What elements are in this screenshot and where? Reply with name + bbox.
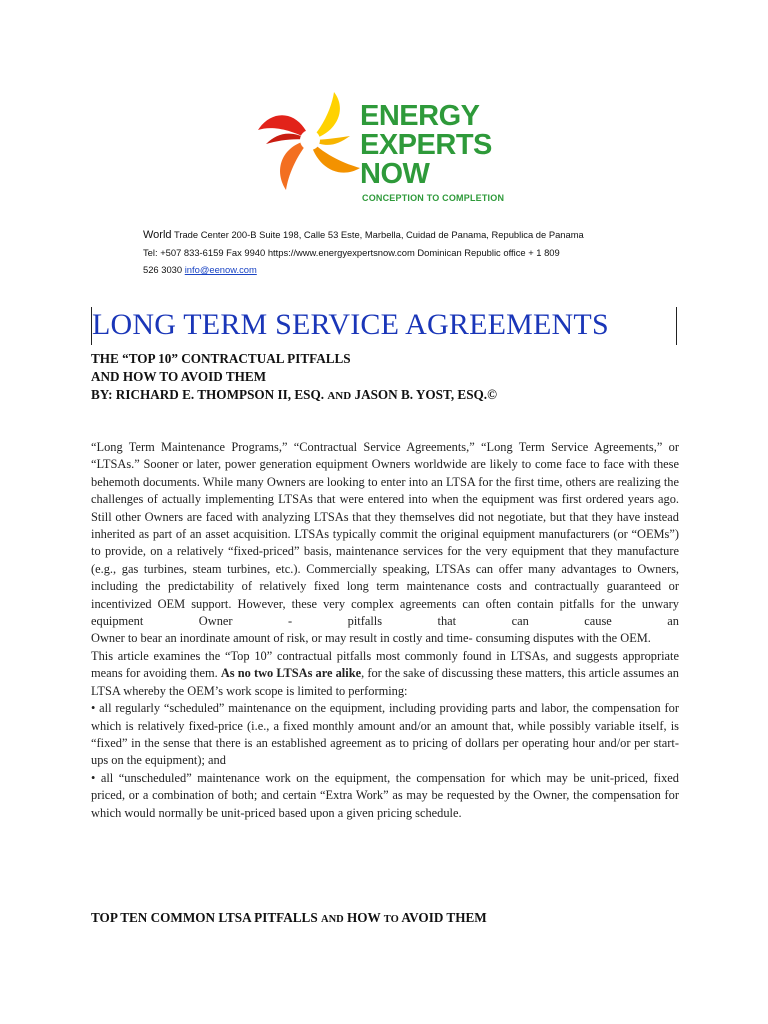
paragraph-1-end: Owner to bear an inordinate amount of risk, or may result in costly and time- consuming disputes with the OEM. [91,631,651,646]
bullet-2-text: all “unscheduled” maintenance work on the equipment, the compensation for which may be unit-priced, fixed priced, or a combination of both; and certain “Extra Work” as may be requested by the Owner, the compensation for which would normally be unit-priced based upon a given pricing schedule. [91,770,679,820]
byline [91,386,497,405]
bullet-1-text: all regularly “scheduled” maintenance on the equipment, including providing parts and labor, the compensation for which is relatively fixed-price (i.e., a fixed monthly amount and/or an amount that, while possibly variable itself, is “fixed” in the sense that there is an established agreement as to pricing of dollars per operating hour and/or per start-ups on the equipment); and [91,701,679,768]
brand-tagline: CONCEPTION TO COMPLETION [362,193,505,203]
byline-part-2: JASON B. YOST, ESQ.© [351,387,497,402]
contact-block [143,226,643,278]
brand-line-2: EXPERTS [360,129,492,161]
paragraph-2-end: , for the sake of discussing these matters, this article assumes an LTSA whereby the OEM’s work scope is limited to performing: [91,666,679,698]
contact-phone-cont: 526 3030 [143,264,185,275]
byline-and: AND [327,390,352,402]
document-title: LONG TERM SERVICE AGREEMENTS [92,308,609,341]
bullet-item-1 [91,700,679,770]
email-link[interactable]: info@eenow.com [184,264,257,275]
heading-part-3: AVOID THEM [398,910,487,925]
heading-part-2: HOW [343,910,384,925]
contact-line-3 [143,261,643,278]
contact-address [143,226,643,244]
subtitle-line-2: AND HOW TO AVOID THEM [91,369,267,384]
company-logo [252,90,372,200]
contact-phone: Tel: +507 833-6159 Fax 9940 https://www.energyexpertsnow.com Dominican Republic office + 1 809 [143,247,560,258]
byline-part-1: BY: RICHARD E. THOMPSON II, ESQ. [91,387,328,402]
paragraph-2 [91,648,679,700]
pinwheel-logo-icon [252,90,372,200]
contact-world: World [143,229,172,241]
subtitle-block [91,350,497,405]
paragraph-1: “Long Term Maintenance Programs,” “Contractual Service Agreements,” “Long Term Service Agreements,” or “LTSAs.” Sooner or later, power generation equipment Owners worldwide are likely to come face to face with these behemoth documents. While many Owners are looking to enter into an LTSA for the first time, others are realizing the challenges of actually implementing LTSAs that were entered into when the equipment was first ordered years ago. Still other Owners are faced with analyzing LTSAs that they themselves did not negotiate, but that they have instead inherited as part of an asset acquisition. LTSAs typically commit the original equipment manufacturers (or “OEMs”) to provide, on a relatively “fixed-priced” basis, maintenance services for the very equipment that they manufacture (e.g., gas turbines, steam turbines, etc.). Commercially speaking, LTSAs can offer many advantages to Owners, including the predictability of relatively fixed long term maintenance costs and contractually guaranteed or incentivized OEM support. However, these very complex agreements can often contain pitfalls for the unwary equipment Owner - pitfalls that can cause an [91,440,679,629]
bullet-icon: • [91,701,96,716]
heading-and: AND [320,914,344,925]
bullet-icon: • [91,770,96,785]
paragraph-2-start: This article examines the “Top 10” contractual pitfalls most commonly found in LTSAs, and suggests appropriate means for avoiding them. [91,648,679,681]
contact-address-rest: Trade Center 200-B Suite 198, Calle 53 Este, Marbella, Cuidad de Panama, Republica de Panama [171,229,584,240]
paragraph-2-bold: As no two LTSAs are alike [220,666,362,681]
section-heading [91,910,487,926]
article-body [91,439,679,822]
subtitle-line-1: THE “TOP 10” CONTRACTUAL PITFALLS [91,351,351,366]
bullet-item-2 [91,770,679,822]
heading-to: TO [383,914,399,925]
heading-part-1: TOP TEN COMMON LTSA PITFALLS [91,910,321,925]
brand-line-1: ENERGY [360,100,480,132]
brand-name [360,102,492,189]
brand-line-3: NOW [360,158,430,190]
